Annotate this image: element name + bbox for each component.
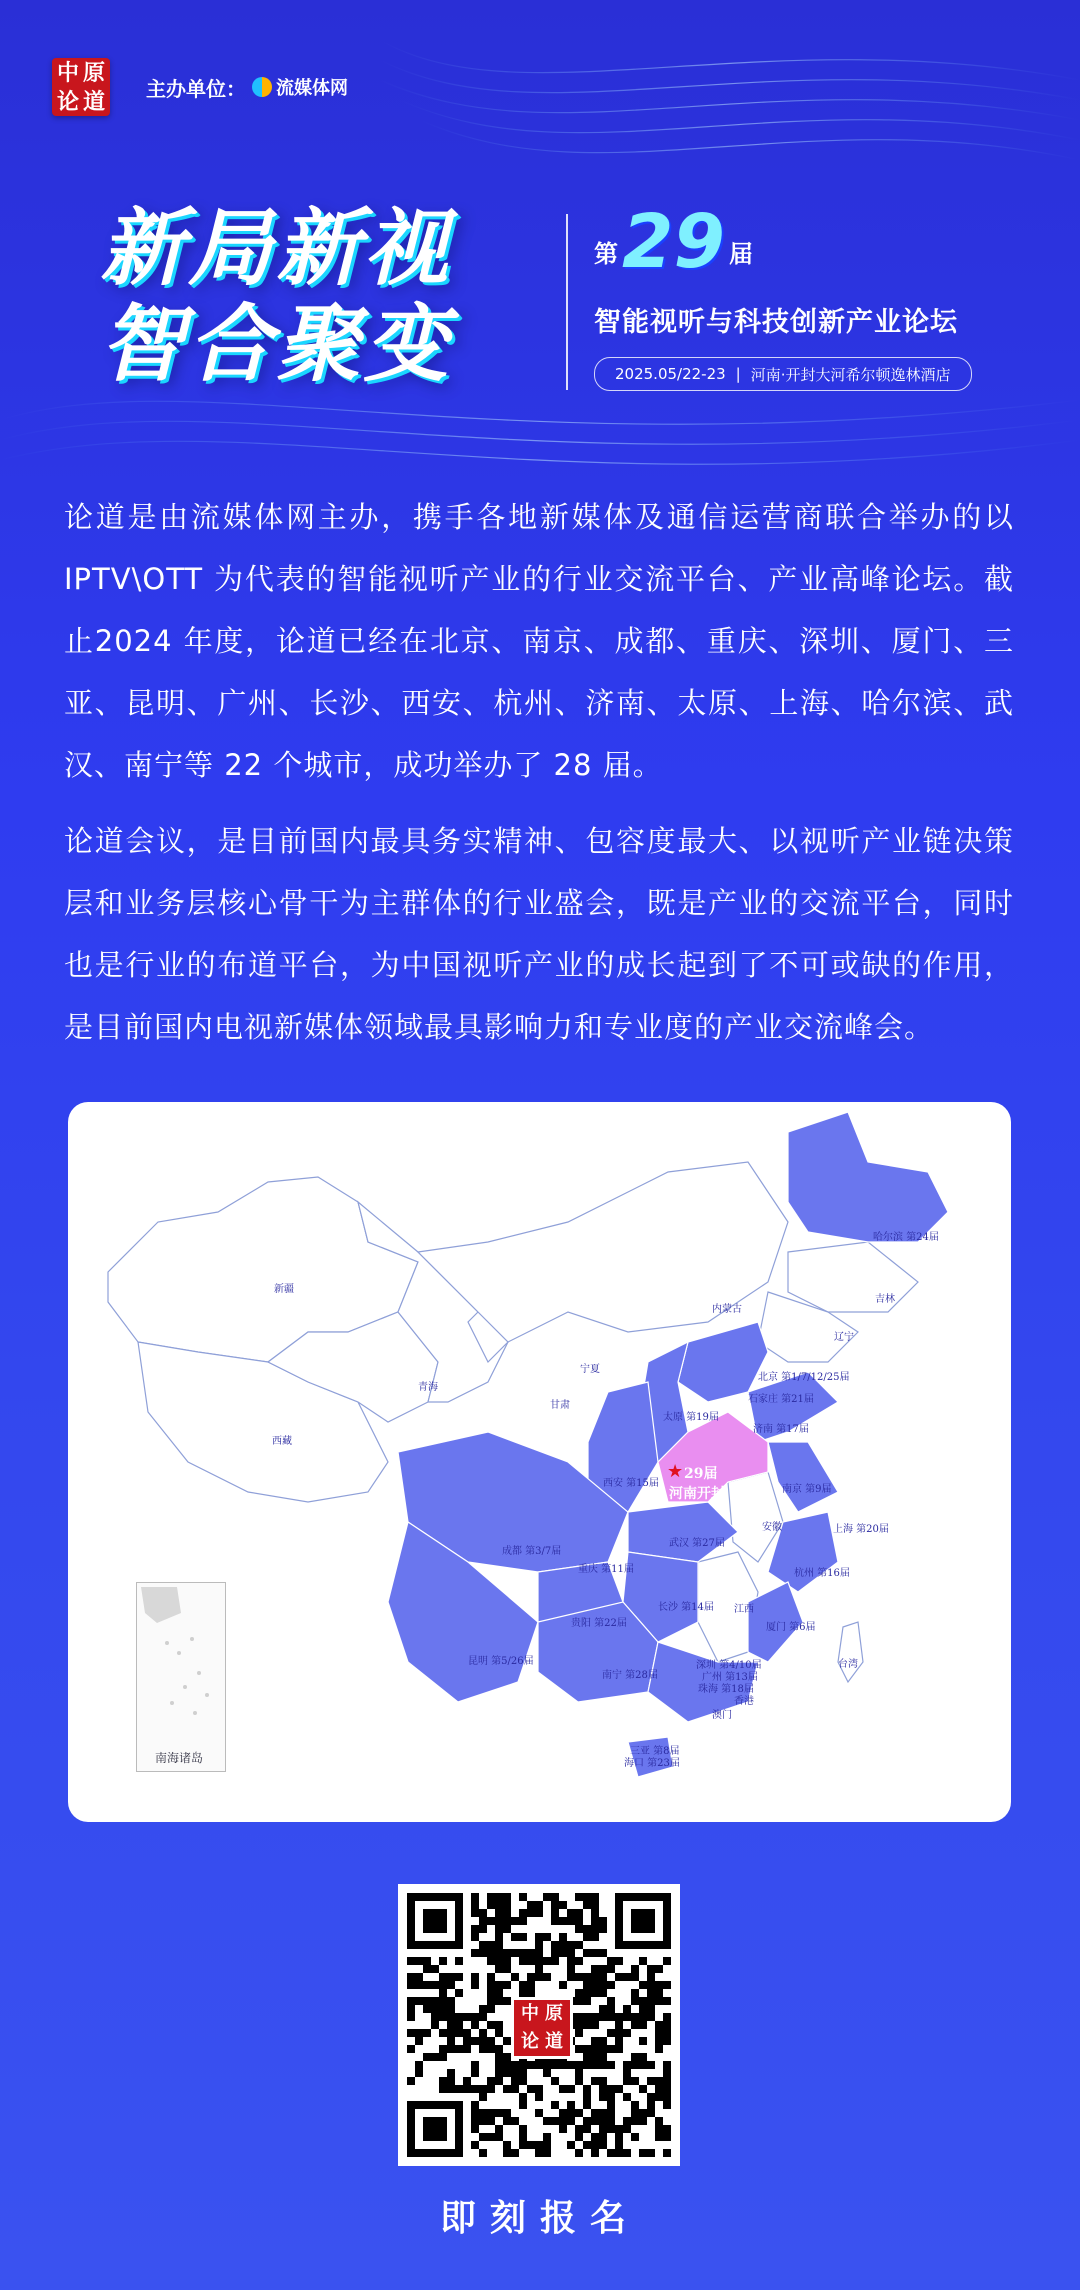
label-shenzhen: 深圳 第4/10届 [696, 1660, 762, 1671]
label-taiwan: 台湾 [838, 1659, 858, 1670]
forum-name: 智能视听与科技创新产业论坛 [594, 307, 958, 338]
slogan [100, 200, 452, 392]
region-taiwan [838, 1622, 863, 1682]
label-wuhan: 武汉 第27届 [669, 1538, 725, 1549]
label-xinjiang: 新疆 [274, 1284, 294, 1295]
edition-number [594, 199, 753, 285]
region-jiangsu-shanghai [768, 1442, 838, 1512]
label-neimenggu: 内蒙古 [712, 1304, 742, 1315]
host-place-label: 河南开封 [669, 1486, 725, 1502]
qr-finder-pattern [407, 2101, 463, 2157]
label-chengdu: 成都 第3/7届 [502, 1546, 562, 1557]
host-edition-label: 29届 [684, 1466, 718, 1482]
label-guiyang: 贵阳 第22届 [571, 1618, 627, 1629]
forum-logo: 中 原 论 道 [52, 58, 110, 116]
label-jiangxi: 江西 [734, 1604, 754, 1615]
registration-qr-code[interactable] [398, 1884, 680, 2166]
south-china-sea-inset [136, 1582, 226, 1772]
label-guangzhou: 广州 第13届 [702, 1672, 758, 1683]
label-kunming: 昆明 第5/26届 [468, 1656, 534, 1667]
region-hainan [628, 1737, 673, 1777]
divider [566, 214, 568, 390]
china-map-card [68, 1102, 1011, 1822]
label-nanning: 南宁 第28届 [602, 1670, 658, 1681]
slogan-line-2: 智合聚变 [100, 295, 453, 393]
label-xizang: 西藏 [272, 1436, 292, 1447]
sponsor-brand [252, 74, 348, 100]
label-shanghai: 上海 第20届 [833, 1524, 889, 1535]
label-liaoning: 辽宁 [834, 1332, 854, 1343]
qr-finder-pattern [407, 1893, 463, 1949]
intro-paragraph-2: 论道会议，是目前国内最具务实精神、包容度最大、以视听产业链决策层和业务层核心骨干为主群体的行业盛会，既是产业的交流平台，同时也是行业的布道平台，为中国视听产业的成长起到了不可或缺的作用，是目前国内电视新媒体领域最具影响力和专业度的产业交流峰会。 [64, 824, 1014, 1044]
label-anhui: 安徽 [762, 1522, 782, 1533]
inset-label: 南海诸岛 [155, 1751, 204, 1765]
edition-prefix: 第 [594, 240, 618, 268]
label-taiyuan: 太原 第19届 [663, 1412, 719, 1423]
label-hangzhou: 杭州 第16届 [794, 1568, 850, 1579]
qr-finder-pattern [615, 1893, 671, 1949]
label-gansu: 甘肃 [550, 1400, 570, 1411]
label-chongqing: 重庆 第11届 [578, 1564, 634, 1575]
label-macau: 澳门 [712, 1710, 732, 1721]
label-beijing: 北京 第1/7/12/25届 [758, 1372, 850, 1383]
label-harbin: 哈尔滨 第24届 [873, 1232, 939, 1243]
south-sea-islands [137, 1583, 225, 1743]
label-jilin: 吉林 [875, 1294, 895, 1305]
label-ningxia: 宁夏 [580, 1364, 600, 1375]
date-venue-pill [594, 357, 972, 391]
label-xiamen: 厦门 第6届 [766, 1622, 816, 1633]
label-qinghai: 青海 [418, 1382, 438, 1393]
region-hubei [628, 1502, 738, 1562]
event-date: 2025.05/22-23 [615, 365, 726, 383]
label-changsha: 长沙 第14届 [658, 1602, 714, 1613]
label-shijiazhuang: 石家庄 第21届 [748, 1394, 814, 1405]
region-heilongjiang [788, 1112, 948, 1242]
sponsor-logo-icon [252, 77, 272, 97]
edition-suffix: 届 [728, 240, 753, 268]
qr-center-logo: 中 原 论 道 [511, 1997, 573, 2059]
edition-digits: 29 [622, 199, 725, 285]
label-sanya: 三亚 第8届 [630, 1746, 680, 1757]
label-nanjing: 南京 第9届 [782, 1484, 832, 1495]
event-venue: 河南·开封大河希尔顿逸林酒店 [750, 365, 951, 384]
label-xian: 西安 第15届 [603, 1478, 659, 1489]
region-jilin [788, 1242, 918, 1312]
slogan-line-1: 新局新视 [100, 199, 453, 297]
intro-paragraph-1: 论道是由流媒体网主办，携手各地新媒体及通信运营商联合举办的以IPTV\OTT 为代表的智能视听产业的行业交流平台、产业高峰论坛。截止2024 年度，论道已经在北京、南京、成都、重庆、深圳、厦门、三亚、昆明、广州、长沙、西安、杭州、济南、太原、上海、哈尔滨、武汉、南宁等 22 个城市，成功举办了 28 届。 [64, 500, 1014, 782]
host-star-icon: ★ [667, 1461, 684, 1482]
pill-separator: | [735, 365, 741, 383]
register-now-label[interactable]: 即刻报名 [439, 2198, 640, 2239]
label-jinan: 济南 第17届 [753, 1424, 809, 1435]
label-zhuhai: 珠海 第18届 [698, 1684, 754, 1695]
sponsor-name: 流媒体网 [276, 78, 348, 99]
sponsor-label: 主办单位： [146, 76, 246, 101]
label-haikou: 海口 第23届 [624, 1758, 680, 1769]
label-hongkong: 香港 [734, 1696, 754, 1707]
sponsor-row [52, 58, 348, 116]
